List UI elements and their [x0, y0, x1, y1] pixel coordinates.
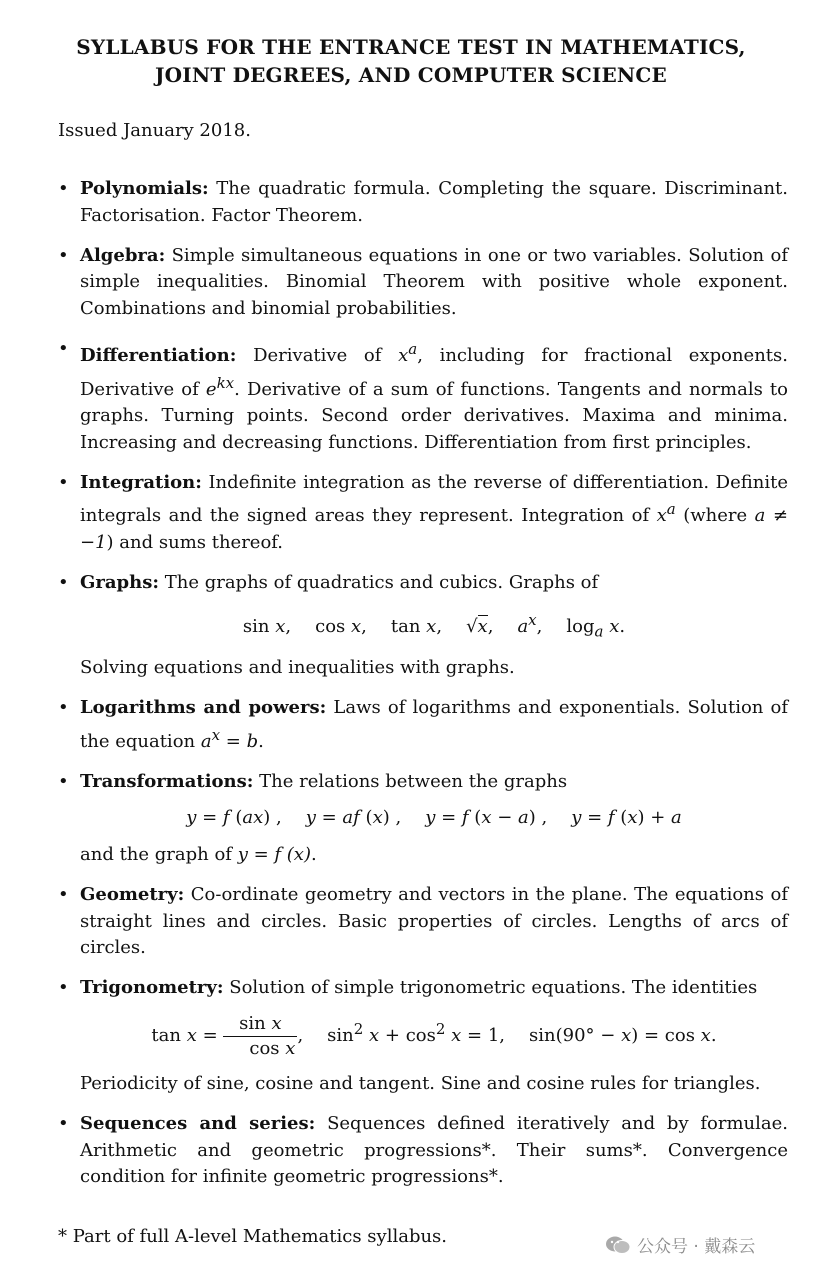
- item-text: The quadratic formula. Completing the square. Discriminant. Factorisation. Factor Theorem.: [80, 178, 788, 226]
- bullet-icon: •: [58, 471, 69, 493]
- watermark-text: 公众号 · 戴森云: [637, 1237, 756, 1257]
- item-text: The relations between the graphs: [259, 770, 568, 792]
- list-item-logarithms: • Logarithms and powers: Laws of logarithms and exponentials. Solution of the equation $a^x = b$.: [58, 697, 788, 752]
- list-item-polynomials: [58, 176, 788, 229]
- math-a-not-minus-one: a ≠ −1: [80, 505, 788, 554]
- item-text: and the graph of: [80, 843, 232, 865]
- bullet-icon: •: [58, 337, 69, 359]
- issued-date: Issued January 2018.: [58, 120, 251, 141]
- bullet-icon: •: [58, 244, 69, 266]
- list-item-sequences: [58, 1111, 788, 1191]
- bullet-icon: •: [58, 770, 69, 792]
- item-label: Differentiation:: [80, 344, 237, 366]
- item-text: ) and sums thereof.: [106, 532, 284, 554]
- item-text: Sequences defined iteratively and by formulae. Arithmetic and geometric progressions*. Their sums*. Convergence condition for infinite geometric progressions*.: [80, 1112, 788, 1188]
- list-item-integration: [58, 470, 788, 557]
- list-item-algebra: [58, 243, 788, 323]
- item-text: Periodicity of sine, cosine and tangent. Sine and cosine rules for triangles.: [80, 1072, 761, 1094]
- item-text: Solving equations and inequalities with graphs.: [80, 656, 515, 678]
- bullet-icon: •: [58, 977, 69, 999]
- page-title: [0, 33, 822, 89]
- item-label: Integration:: [80, 471, 202, 493]
- item-text: Derivative of: [253, 344, 382, 366]
- item-label: Logarithms and powers:: [80, 697, 327, 718]
- math-y-equals-fx: y = f (x): [237, 843, 311, 865]
- title-line-2: JOINT DEGREES, AND COMPUTER SCIENCE: [155, 63, 667, 87]
- math-ax-equals-b: $a^x = b$: [200, 725, 259, 752]
- list-item-trigonometry: [58, 975, 788, 1097]
- syllabus-list: [58, 176, 788, 1204]
- math-e-power-kx: $e^{kx}$: [205, 373, 235, 400]
- item-label: Transformations:: [80, 770, 254, 792]
- list-item-differentiation: [58, 336, 788, 456]
- item-label: Geometry:: [80, 883, 185, 905]
- watermark: [605, 1232, 755, 1257]
- item-text: , including for fractional exponents. Derivative of: [80, 344, 788, 400]
- item-text: Indefinite integration as the reverse of differentiation. Definite integrals and the signed areas they represent. Integration of: [80, 471, 788, 527]
- trigonometry-equation: tan x = $\frac{\text{sin x}}{\text{cos x}}$ , $\sin^2 x + \cos^2 x = 1$, sin(90° − x) = cos x.: [151, 1012, 717, 1059]
- footnote: * Part of full A-level Mathematics syllabus.: [58, 1226, 448, 1247]
- graphs-equation: sin x, cos x, tan x, √x, $a^x$, $\log_a x$.: [242, 610, 626, 641]
- list-item-transformations: • Transformations: The relations between the graphs y = f (ax) , y = af (x) , y = f (x − a) , y = f (x) + a and the graph of y = f (x).: [58, 769, 788, 869]
- bullet-icon: •: [58, 178, 69, 199]
- math-x-power-a: $x^a$: [398, 339, 418, 366]
- item-label: Sequences and series:: [80, 1112, 316, 1134]
- item-label: Algebra:: [80, 244, 166, 266]
- bullet-icon: •: [58, 697, 69, 718]
- item-text: Solution of simple trigonometric equations. The identities: [229, 977, 758, 999]
- item-text: Simple simultaneous equations in one or two variables. Solution of simple inequalities. Binomial Theorem with positive whole exponent. Combinations and binomial probabilities.: [80, 244, 788, 319]
- list-item-geometry: [58, 882, 788, 962]
- item-text: (where: [683, 505, 748, 527]
- wechat-icon: [605, 1235, 631, 1255]
- transformations-equation: y = f (ax) , y = af (x) , y = f (x − a) , y = f (x) + a: [186, 807, 682, 829]
- item-text: Laws of logarithms and exponentials. Solution of the equation: [80, 697, 788, 752]
- item-text: Co-ordinate geometry and vectors in the plane. The equations of straight lines and circles. Basic properties of circles. Lengths of arcs of circles.: [80, 883, 788, 959]
- item-label: Polynomials:: [80, 178, 209, 199]
- list-item-graphs: [58, 570, 788, 681]
- bullet-icon: •: [58, 883, 69, 905]
- item-text: The graphs of quadratics and cubics. Graphs of: [164, 572, 599, 594]
- title-line-1: SYLLABUS FOR THE ENTRANCE TEST IN MATHEMATICS,: [76, 35, 746, 59]
- bullet-icon: •: [58, 1112, 69, 1134]
- item-label: Graphs:: [80, 572, 159, 594]
- math-x-power-a: $x^a$: [656, 500, 676, 527]
- bullet-icon: •: [58, 572, 69, 594]
- item-label: Trigonometry:: [80, 977, 224, 999]
- item-text: . Derivative of a sum of functions. Tangents and normals to graphs. Turning points. Second order derivatives. Maxima and minima. Increasing and decreasing functions. Differentiation from first principles.: [80, 378, 788, 453]
